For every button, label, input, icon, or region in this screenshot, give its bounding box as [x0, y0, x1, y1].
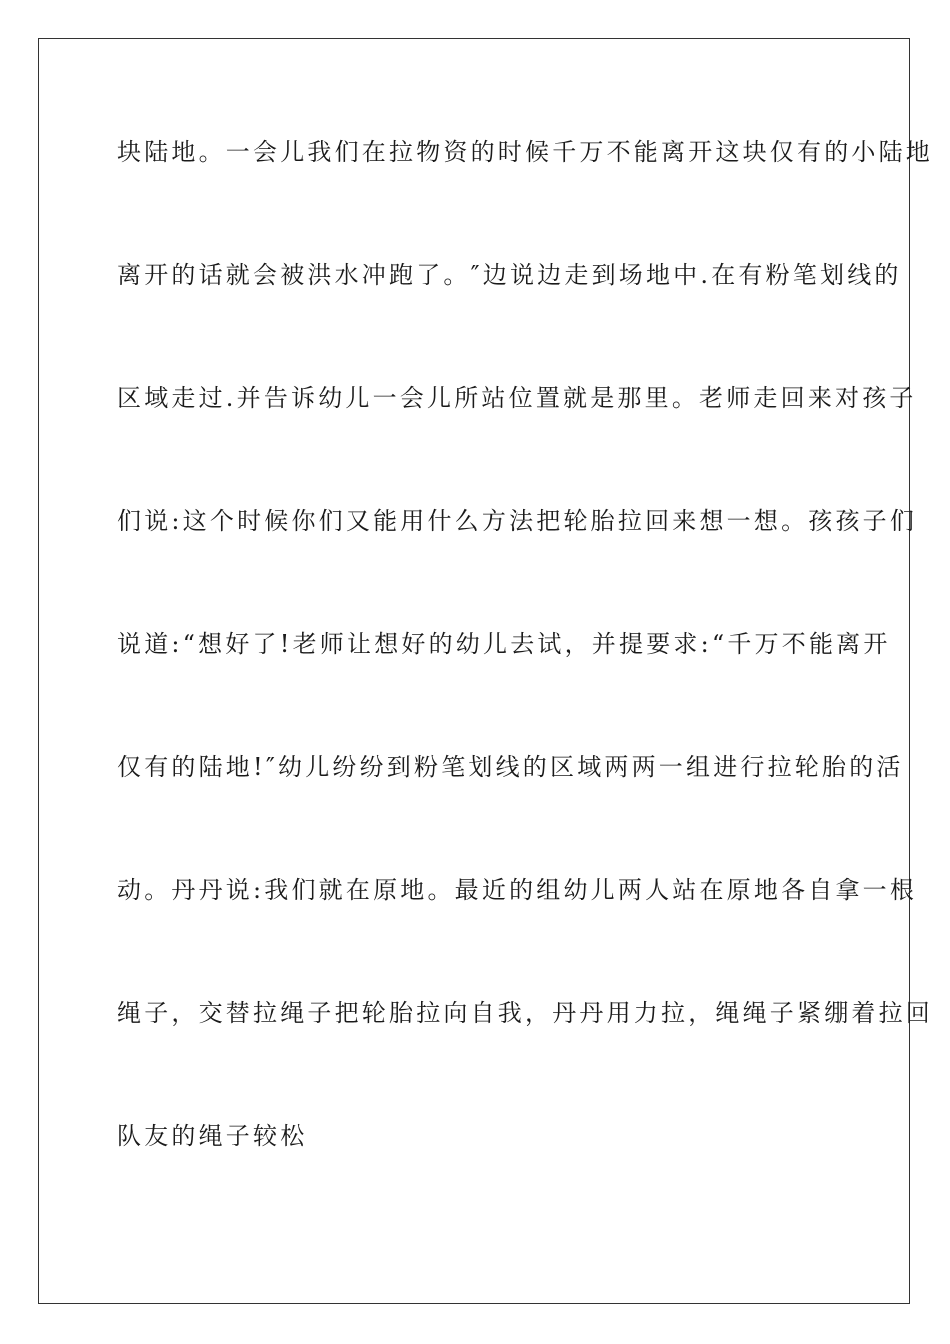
- body-text-line: 说道:“想好了!老师让想好的幼儿去试，并提要求:“千万不能离开: [117, 630, 891, 658]
- body-text-line: 区域走过.并告诉幼儿一会儿所站位置就是那里。老师走回来对孩子: [117, 384, 917, 412]
- page-border: [38, 38, 933, 1304]
- body-text-line: 动。丹丹说:我们就在原地。最近的组幼儿两人站在原地各自拿一根: [117, 876, 918, 904]
- body-text-line: 队友的绳子较松: [117, 1122, 308, 1150]
- body-text-line: 块陆地。一会儿我们在拉物资的时候千万不能离开这块仅有的小陆地: [117, 138, 933, 166]
- body-text-line: 绳子，交替拉绳子把轮胎拉向自我，丹丹用力拉，绳绳子紧绷着拉回: [117, 999, 933, 1027]
- body-text-line: 仅有的陆地!″幼儿纷纷到粉笔划线的区域两两一组进行拉轮胎的活: [117, 753, 904, 781]
- body-text-line: 离开的话就会被洪水冲跑了。″边说边走到场地中.在有粉笔划线的: [117, 261, 902, 289]
- body-text-line: 们说:这个时候你们又能用什么方法把轮胎拉回来想一想。孩孩子们: [117, 507, 918, 535]
